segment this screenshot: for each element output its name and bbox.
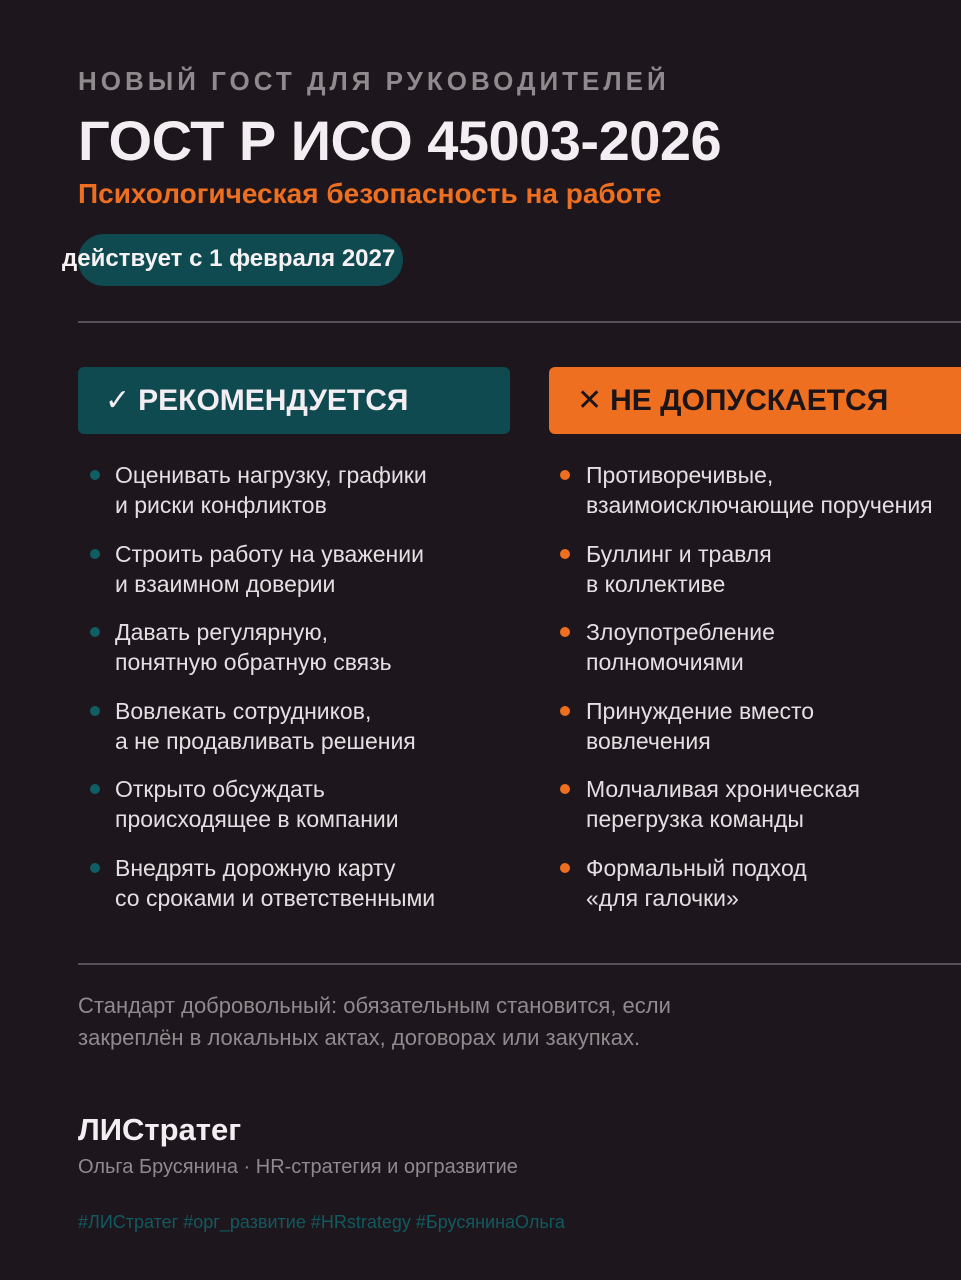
list-item-text: Формальный подход «для галочки» bbox=[586, 854, 807, 911]
list-item-text: Вовлекать сотрудников, а не продавливать решения bbox=[115, 697, 416, 754]
list-item bbox=[90, 617, 550, 696]
cross-icon: ✕ bbox=[577, 384, 603, 417]
list-item bbox=[90, 774, 550, 853]
check-icon: ✓ bbox=[105, 384, 131, 417]
brand-name: ЛИСтратег bbox=[78, 1112, 242, 1147]
list-item bbox=[90, 696, 550, 775]
bullet-dot-icon bbox=[560, 706, 570, 716]
list-item bbox=[560, 539, 961, 618]
bullet-dot-icon bbox=[90, 470, 100, 480]
bullet-dot-icon bbox=[560, 784, 570, 794]
bullet-dot-icon bbox=[560, 549, 570, 559]
list-item bbox=[560, 696, 961, 775]
bullet-dot-icon bbox=[560, 627, 570, 637]
list-item-text: Принуждение вместо вовлечения bbox=[586, 697, 815, 754]
bullet-dot-icon bbox=[90, 784, 100, 794]
author-line: Ольга Брусянина · HR-стратегия и оргразвитие bbox=[78, 1156, 518, 1178]
bullet-dot-icon bbox=[560, 470, 570, 480]
list-item-text: Злоупотребление полномочиями bbox=[586, 619, 775, 676]
list-item bbox=[560, 774, 961, 853]
list-item bbox=[560, 460, 961, 539]
list-item-text: Внедрять дорожную карту со сроками и ответственными bbox=[115, 854, 436, 911]
list-item bbox=[90, 460, 550, 539]
list-item bbox=[560, 617, 961, 696]
list-item bbox=[560, 853, 961, 932]
recommended-header bbox=[78, 367, 510, 434]
eyebrow: НОВЫЙ ГОСТ ДЛЯ РУКОВОДИТЕЛЕЙ bbox=[78, 66, 670, 96]
page-title: ГОСТ Р ИСО 45003-2026 bbox=[78, 109, 722, 172]
list-item-text: Молчаливая хроническая перегрузка команды bbox=[586, 776, 860, 833]
list-item bbox=[90, 539, 550, 618]
bullet-dot-icon bbox=[90, 627, 100, 637]
list-item-text: Буллинг и травля в коллективе bbox=[586, 540, 772, 597]
top-divider bbox=[78, 321, 961, 323]
bullet-dot-icon bbox=[90, 706, 100, 716]
list-item bbox=[90, 853, 550, 932]
subtitle: Психологическая безопасность на работе bbox=[78, 178, 662, 209]
recommended-list bbox=[90, 460, 550, 932]
list-item-text: Оценивать нагрузку, графики и риски конфликтов bbox=[115, 462, 427, 518]
forbidden-heading: НЕ ДОПУСКАЕТСЯ bbox=[610, 383, 889, 417]
disclaimer-note: Стандарт добровольный: обязательным становится, если закреплён в локальных актах, договорах или закупках. bbox=[78, 993, 671, 1050]
effective-date-text: действует с 1 февраля 2027 bbox=[62, 245, 396, 272]
list-item-text: Открыто обсуждать происходящее в компании bbox=[115, 776, 399, 833]
list-item-text: Противоречивые, взаимоисключающие поручения bbox=[586, 462, 933, 518]
forbidden-header bbox=[549, 367, 961, 434]
bottom-divider bbox=[78, 963, 961, 965]
bullet-dot-icon bbox=[90, 549, 100, 559]
list-item-text: Строить работу на уважении и взаимном доверии bbox=[115, 540, 424, 597]
list-item-text: Давать регулярную, понятную обратную связь bbox=[115, 619, 392, 676]
bullet-dot-icon bbox=[560, 863, 570, 873]
bullet-dot-icon bbox=[90, 863, 100, 873]
hashtags: #ЛИСтратег #орг_развитие #HRstrategy #БрусянинаОльга bbox=[78, 1212, 565, 1232]
recommended-heading: РЕКОМЕНДУЕТСЯ bbox=[138, 383, 409, 417]
forbidden-list bbox=[560, 460, 961, 932]
